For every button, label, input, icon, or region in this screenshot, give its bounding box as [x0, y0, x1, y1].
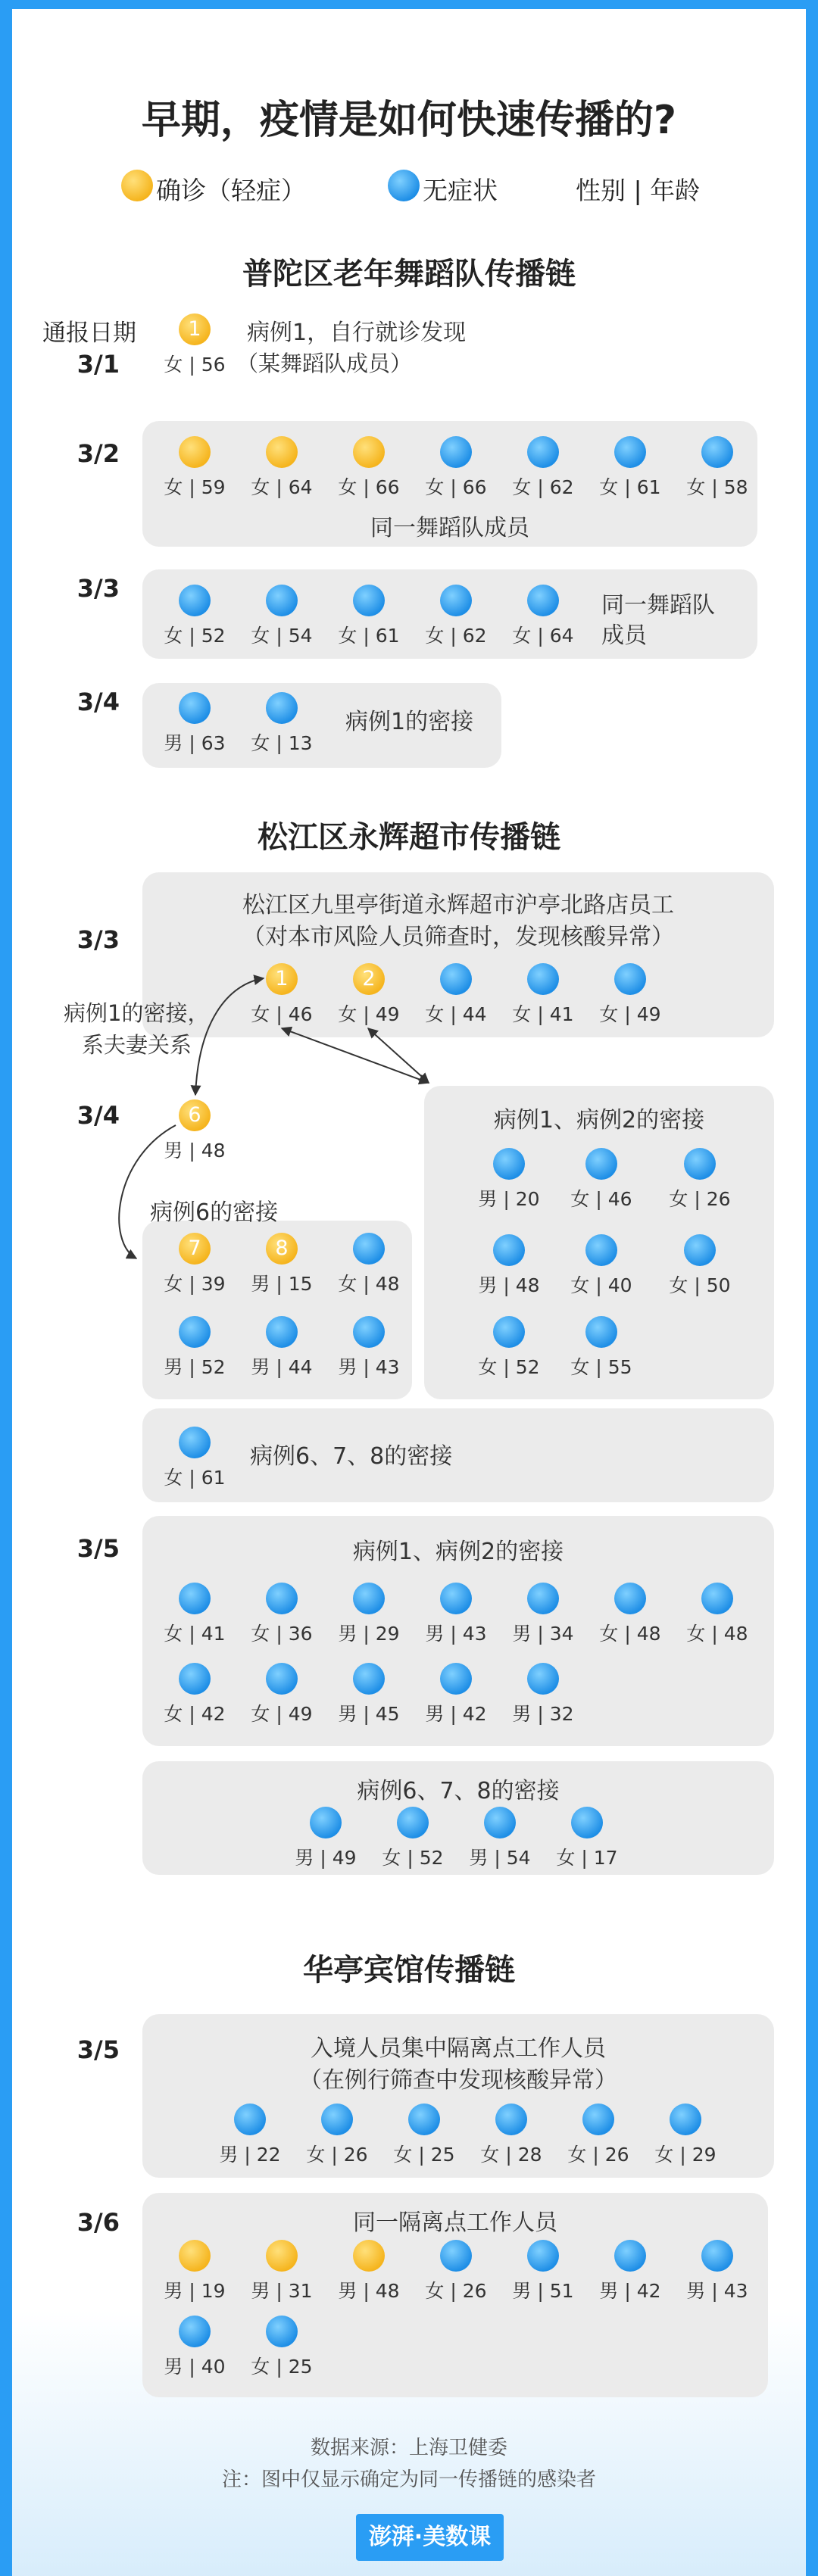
person-label: 女 | 52	[382, 1847, 444, 1869]
songjiang-relation-1: 病例1的密接，	[64, 1000, 210, 1026]
person-label: 女 | 49	[599, 1003, 661, 1025]
person-label: 女 | 52	[478, 1356, 540, 1378]
person-label: 女 | 39	[164, 1273, 226, 1295]
arrow-case1-to-close12	[282, 1028, 429, 1083]
person-label: 男 | 43	[338, 1356, 400, 1378]
person-label: 女 | 61	[164, 1467, 226, 1489]
person-label: 男 | 42	[425, 1703, 487, 1725]
person-label: 女 | 26	[669, 1188, 731, 1210]
report-date-label: 通报日期	[42, 320, 136, 347]
person-label: 女 | 36	[251, 1623, 313, 1645]
person-label: 女 | 17	[556, 1847, 618, 1869]
putuo-section-title: 普陀区老年舞蹈队传播链	[242, 257, 576, 292]
person-label: 女 | 26	[425, 2280, 487, 2302]
putuo-3-2-caption: 同一舞蹈队成员	[370, 515, 529, 541]
huating-section-title: 华亭宾馆传播链	[303, 1953, 515, 1988]
putuo-date-3-4: 3/4	[76, 688, 120, 716]
songjiang-date-3-5: 3/5	[76, 1534, 120, 1563]
legend-gender-age-label: 性别 | 年龄	[576, 176, 701, 205]
person-label: 男 | 19	[164, 2280, 226, 2302]
arrow-case1-to-case6	[195, 978, 264, 1095]
putuo-date-3-1: 3/1	[76, 350, 120, 379]
person-label: 女 | 62	[425, 625, 487, 647]
songjiang-3-5-close12-title: 病例1、病例2的密接	[352, 1539, 564, 1565]
person-label: 女 | 26	[306, 2144, 368, 2166]
person-label: 女 | 59	[164, 476, 226, 498]
songjiang-3-3-header-1: 松江区九里亭街道永辉超市沪亭北路店员工	[242, 892, 674, 918]
person-label: 女 | 62	[512, 476, 574, 498]
putuo-date-3-2: 3/2	[76, 439, 120, 468]
huating-3-6-header: 同一隔离点工作人员	[353, 2210, 557, 2236]
person-label: 男 | 32	[512, 1703, 574, 1725]
person-label: 女 | 26	[567, 2144, 629, 2166]
person-label: 女 | 54	[251, 625, 313, 647]
person-label: 男 | 44	[251, 1356, 313, 1378]
songjiang-date-3-3: 3/3	[76, 925, 120, 954]
person-label: 男 | 15	[251, 1273, 313, 1295]
arrow-case2-to-close12	[368, 1028, 429, 1083]
songjiang-close12-title: 病例1、病例2的密接	[493, 1107, 705, 1134]
case-number: 1	[275, 967, 289, 990]
person-label: 男 | 54	[469, 1847, 531, 1869]
person-label: 女 | 13	[251, 732, 313, 754]
person-label: 女 | 48	[338, 1273, 400, 1295]
person-label: 女 | 50	[669, 1274, 731, 1296]
footer-source: 数据来源：上海卫健委	[310, 2437, 507, 2459]
person-label: 女 | 42	[164, 1703, 226, 1725]
songjiang-close678-title: 病例6、7、8的密接	[250, 1443, 453, 1470]
huating-3-5-header-2: （在例行筛查中发现核酸异常）	[299, 2067, 617, 2094]
person-label: 女 | 49	[251, 1703, 313, 1725]
person-label: 男 | 42	[599, 2280, 661, 2302]
person-label: 女 | 66	[425, 476, 487, 498]
person-label: 男 | 34	[512, 1623, 574, 1645]
huating-date-3-5: 3/5	[76, 2035, 120, 2064]
person-label: 女 | 58	[686, 476, 748, 498]
huating-date-3-6: 3/6	[76, 2208, 120, 2237]
songjiang-case6-num: 6	[188, 1103, 201, 1127]
case-number: 2	[362, 967, 376, 990]
legend-asymptomatic-label: 无症状	[423, 176, 498, 205]
person-label: 男 | 40	[164, 2356, 226, 2378]
putuo-3-3-caption-2: 成员	[601, 622, 647, 649]
person-label: 女 | 40	[570, 1274, 632, 1296]
arrow-case6-to-close6	[119, 1125, 176, 1258]
songjiang-section-title: 松江区永辉超市传播链	[258, 820, 560, 855]
person-label: 女 | 29	[654, 2144, 717, 2166]
person-label: 女 | 41	[512, 1003, 574, 1025]
person-label: 男 | 63	[164, 732, 226, 754]
brand-logo: 澎湃·美数课	[356, 2514, 504, 2561]
putuo-date-3-3: 3/3	[76, 574, 120, 603]
songjiang-date-3-4: 3/4	[76, 1101, 120, 1130]
person-label: 男 | 22	[219, 2144, 281, 2166]
person-label: 女 | 28	[480, 2144, 542, 2166]
person-label: 女 | 61	[599, 476, 661, 498]
person-label: 男 | 31	[251, 2280, 313, 2302]
putuo-3-4-caption: 病例1的密接	[345, 709, 474, 735]
person-label: 女 | 25	[393, 2144, 455, 2166]
person-label: 女 | 44	[425, 1003, 487, 1025]
person-label: 男 | 48	[338, 2280, 400, 2302]
person-label: 女 | 61	[338, 625, 400, 647]
songjiang-case6-label: 男 | 48	[164, 1140, 226, 1162]
person-label: 女 | 64	[251, 476, 313, 498]
putuo-case1-label: 女 | 56	[164, 354, 226, 376]
person-label: 女 | 48	[686, 1623, 748, 1645]
person-label: 女 | 49	[338, 1003, 400, 1025]
songjiang-relation-2: 系夫妻关系	[82, 1032, 192, 1058]
case-number: 8	[275, 1237, 289, 1260]
person-label: 女 | 25	[251, 2356, 313, 2378]
person-label: 女 | 52	[164, 625, 226, 647]
person-label: 男 | 51	[512, 2280, 574, 2302]
person-label: 女 | 46	[251, 1003, 313, 1025]
person-label: 男 | 49	[295, 1847, 357, 1869]
person-label: 男 | 45	[338, 1703, 400, 1725]
case-number: 7	[188, 1237, 201, 1260]
page-title: 早期，疫情是如何快速传播的?	[141, 98, 677, 143]
songjiang-3-3-header-2: （对本市风险人员筛查时，发现核酸异常）	[242, 924, 674, 950]
person-label: 男 | 20	[478, 1188, 540, 1210]
person-label: 女 | 48	[599, 1623, 661, 1645]
person-label: 男 | 29	[338, 1623, 400, 1645]
person-label: 男 | 52	[164, 1356, 226, 1378]
person-label: 男 | 43	[425, 1623, 487, 1645]
person-label: 女 | 64	[512, 625, 574, 647]
putuo-3-3-caption-1: 同一舞蹈队	[601, 592, 715, 619]
songjiang-close6-title: 病例6的密接	[150, 1199, 279, 1226]
person-label: 女 | 66	[338, 476, 400, 498]
footer-note: 注：图中仅显示确定为同一传播链的感染者	[221, 2468, 596, 2491]
putuo-case1-note: （某舞蹈队成员）	[236, 351, 413, 376]
person-label: 女 | 46	[570, 1188, 632, 1210]
huating-3-5-header-1: 入境人员集中隔离点工作人员	[311, 2035, 606, 2062]
putuo-case1-desc: 病例1，自行就诊发现	[247, 320, 467, 346]
legend-confirmed-label: 确诊（轻症）	[156, 176, 306, 205]
person-label: 女 | 41	[164, 1623, 226, 1645]
putuo-case1-num: 1	[188, 317, 201, 341]
person-label: 女 | 55	[570, 1356, 632, 1378]
person-label: 男 | 48	[478, 1274, 540, 1296]
person-label: 男 | 43	[686, 2280, 748, 2302]
songjiang-3-5-close678-title: 病例6、7、8的密接	[357, 1778, 560, 1804]
